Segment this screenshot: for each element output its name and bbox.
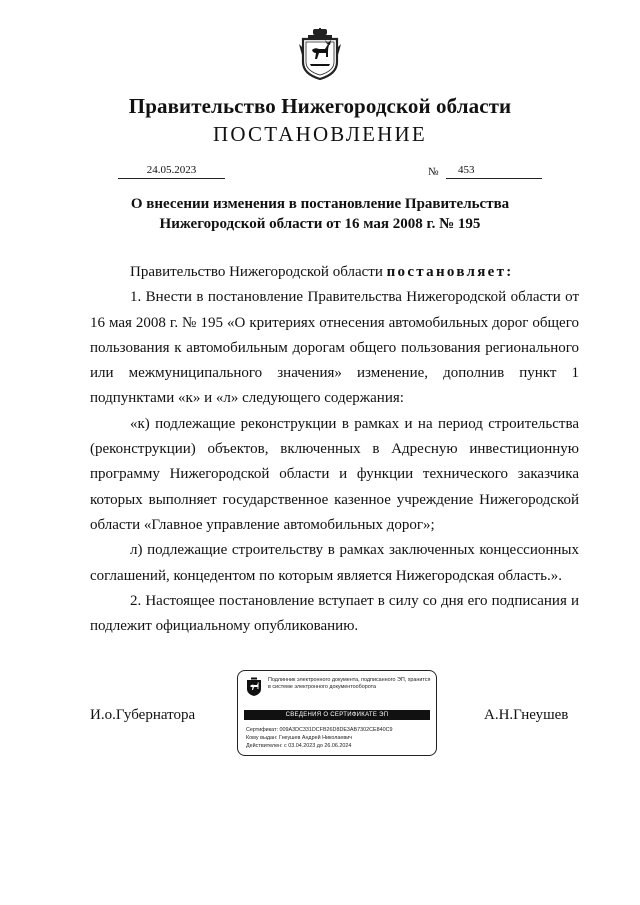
stamp-issued-to: Кому выдан: Гнеушев Андрей Николаевич	[246, 735, 353, 741]
signatory-name: А.Н.Гнеушев	[484, 707, 569, 723]
subject-line-1: О внесении изменения в постановление Правительства	[130, 196, 510, 212]
stamp-details	[246, 726, 434, 750]
subject-line-2: Нижегородской области от 16 мая 2008 г. № 195	[159, 216, 481, 232]
stamp-note: Подлинник электронного документа, подписанного ЭП, хранится в системе электронного документооборота	[268, 677, 431, 690]
stamp-certificate-header: СВЕДЕНИЯ О СЕРТИФИКАТЕ ЭП	[244, 710, 430, 720]
signatory-position: И.о.Губернатора	[90, 707, 196, 723]
government-title: Правительство Нижегородской области	[128, 94, 512, 118]
stamp-coat-of-arms-icon	[246, 677, 262, 697]
stamp-certificate: Сертификат: 009A3DC331DCFB26D8DE3AB7302CE840C9	[246, 727, 393, 733]
electronic-signature-stamp	[237, 670, 437, 756]
coat-of-arms-icon	[298, 28, 342, 80]
intro-text: Правительство Нижегородской области	[130, 264, 387, 280]
paragraph-2: «к) подлежащие реконструкции в рамках и на период строительства (реконструкции) объектов, включенных в Адресную инвестиционную программу Нижегородской области и функции технического заказчика которых выполняет государственное казенное учреждение Нижегородской области «Главное управление автомобильных дорог»;	[90, 415, 579, 533]
document-subject	[120, 194, 520, 234]
number-label: №	[428, 166, 439, 178]
intro-paragraph	[90, 260, 579, 285]
document-number: 453	[458, 164, 475, 176]
paragraph-4: 2. Настоящее постановление вступает в силу со дня его подписания и подлежит официальному опубликованию.	[90, 592, 579, 635]
document-body	[90, 260, 579, 639]
document-type: ПОСТАНОВЛЕНИЕ	[213, 122, 427, 146]
document-number-field	[446, 164, 542, 179]
document-date: 24.05.2023	[118, 164, 225, 179]
paragraph-1: 1. Внести в постановление Правительства Нижегородской области от 16 мая 2008 г. № 195 «О критериях отнесения автомобильных дорог общего пользования к автомобильным дорогам общего пользования регионального или межмуниципального значения» изменение, дополнив пункт 1 подпунктами «к» и «л» следующего содержания:	[90, 289, 579, 407]
paragraph-3: л) подлежащие строительству в рамках заключенных концессионных соглашений, концедентом по которым является Нижегородская область.».	[90, 542, 579, 584]
stamp-validity: Действителен: с 03.04.2023 до 26.06.2024	[246, 743, 352, 749]
intro-resolves: постановляет:	[386, 264, 514, 280]
